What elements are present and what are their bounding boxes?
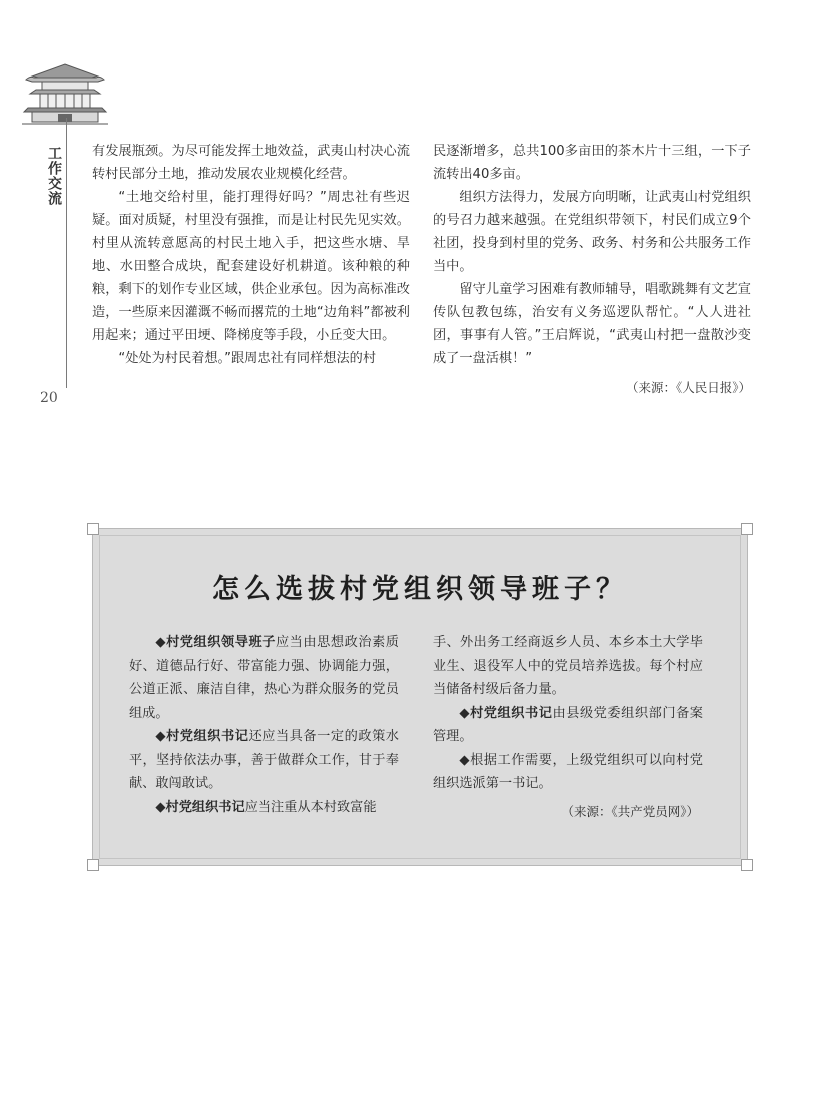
article-column-left — [92, 140, 410, 370]
info-item-text: 手、外出务工经商返乡人员、本乡本土大学毕业生、退役军人中的党员培养选拔。每个村应当储备村级后备力量。 — [433, 635, 703, 697]
info-item — [129, 796, 399, 820]
info-item-text: 应当由思想政治素质好、道德品行好、带富能力强、协调能力强，公道正派、廉洁自律，热心为群众服务的党员组成。 — [129, 635, 399, 721]
page-number: 20 — [40, 390, 58, 406]
article-paragraph: “处处为村民着想。”跟周忠社有同样想法的村 — [118, 351, 377, 366]
info-item-heading: ◆村党组织书记 — [155, 729, 249, 744]
info-box-column-right — [433, 631, 703, 823]
corner-ornament — [741, 859, 753, 871]
info-item — [433, 631, 703, 702]
info-item-heading: ◆村党组织领导班子 — [155, 635, 276, 650]
info-item — [433, 749, 703, 796]
info-item-text: ◆根据工作需要，上级党组织可以向村党组织选派第一书记。 — [433, 752, 703, 791]
corner-ornament — [741, 523, 753, 535]
info-box — [92, 528, 748, 866]
corner-ornament — [87, 859, 99, 871]
info-item-text: 还应当具备一定的政策水平，坚持依法办事，善于做群众工作，甘于奉献、敢闯敢试。 — [129, 729, 399, 791]
info-box-column-left — [129, 631, 399, 819]
corner-ornament — [87, 523, 99, 535]
info-box-title: 怎么选拔村党组织领导班子？ — [212, 574, 628, 605]
pavilion-icon — [22, 56, 108, 128]
info-item — [129, 631, 399, 725]
margin-divider — [66, 118, 67, 388]
article-paragraph: 民逐渐增多，总共100多亩田的茶木片十三组，一下子流转出40多亩。 — [433, 144, 751, 182]
info-item-heading: ◆村党组织书记 — [155, 799, 245, 815]
article-paragraph: 组织方法得力，发展方向明晰，让武夷山村党组织的号召力越来越强。在党组织带领下，村民们成立9个社团，投身到村里的党务、政务、村务和公共服务工作当中。 — [433, 190, 751, 274]
info-item — [433, 702, 703, 749]
article-paragraph: 有发展瓶颈。为尽可能发挥土地效益，武夷山村决心流转村民部分土地，推动发展农业规模化经营。 — [92, 144, 410, 182]
info-item — [129, 725, 399, 796]
info-box-source: （来源：《共产党员网》） — [561, 803, 699, 819]
info-item-heading: ◆村党组织书记 — [459, 705, 553, 721]
section-label: 工作交流 — [46, 146, 62, 206]
info-item-text: 由县级党委组织部门备案管理。 — [433, 705, 703, 744]
article-column-right — [433, 140, 751, 399]
info-item-text: 应当注重从本村致富能 — [244, 799, 377, 815]
article-source: （来源：《人民日报》） — [625, 380, 751, 395]
article-paragraph: 留守儿童学习困难有教师辅导，唱歌跳舞有文艺宣传队包教包练，治安有义务巡逻队帮忙。“人人进社团，事事有人管。”王启辉说，“武夷山村把一盘散沙变成了一盘活棋！” — [433, 282, 751, 366]
article-paragraph: “土地交给村里，能打理得好吗？”周忠社有些迟疑。面对质疑，村里没有强推，而是让村民先见实效。村里从流转意愿高的村民土地入手，把这些水塘、旱地、水田整合成块，配套建设好机耕道。该种粮的种粮，剩下的划作专业区域，供企业承包。因为高标准改造，一些原来因灌溉不畅而撂荒的土地“边角料”都被利用起来；通过平田埂、降梯度等手段，小丘变大田。 — [92, 190, 410, 343]
